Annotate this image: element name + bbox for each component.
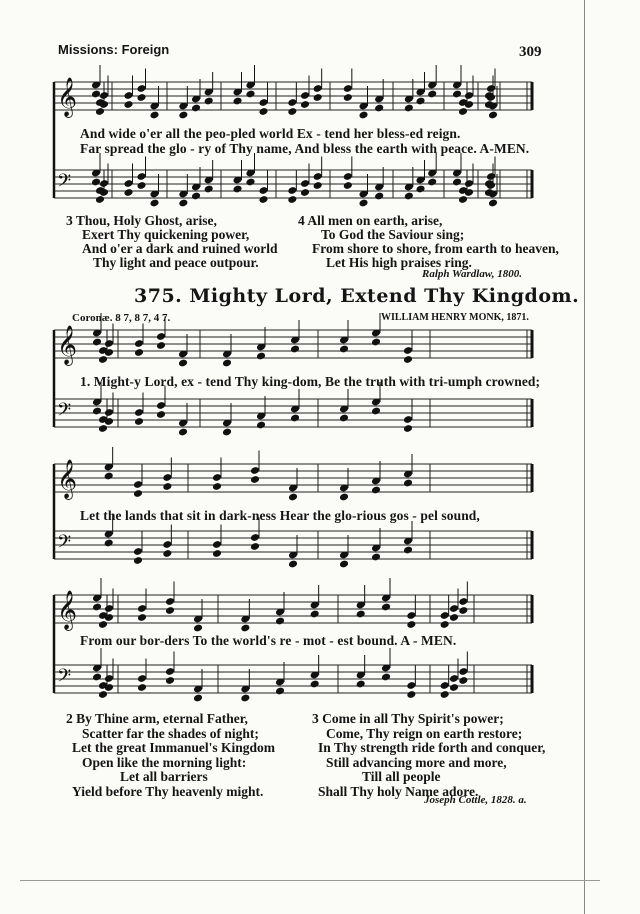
svg-text:𝄢: 𝄢	[57, 171, 72, 196]
prev-stanza-4: 4 All men on earth, arise, To God the Saviour sing; From shore to shore, from earth to heaven, Let His high praises ring.	[298, 213, 559, 270]
prev-stanza-3: 3 Thou, Holy Ghost, arise, Exert Thy quickening power, And o'er a dark and ruined world Thy light and peace outpour.	[66, 213, 278, 270]
section-header: Missions: Foreign	[58, 42, 170, 57]
tune-meter: Coronæ. 8 7, 8 7, 4 7.	[72, 312, 171, 324]
page-number: 309	[519, 44, 542, 60]
page-footer-rule	[20, 880, 600, 881]
lyric-line-1: 1. Might-y Lord, ex - tend Thy king-dom, Be the truth with tri-umph crowned;	[80, 374, 541, 389]
lyric-line-3: From our bor-ders To the world's re - mot - est bound. A - MEN.	[80, 633, 457, 648]
svg-text:𝄞: 𝄞	[57, 325, 78, 365]
svg-text:𝄢: 𝄢	[57, 400, 72, 425]
svg-text:𝄞: 𝄞	[57, 459, 78, 499]
svg-text:𝄞: 𝄞	[57, 590, 78, 630]
stanza-2: 2 By Thine arm, eternal Father, Scatter far the shades of night; Let the great Immanuel's Kingdom Open like the morning light: Let all barriers Yield before Thy heavenly might.	[66, 711, 275, 799]
author: Joseph Cottle, 1828. a.	[424, 794, 527, 806]
prev-author: Ralph Wardlaw, 1800.	[422, 268, 523, 280]
svg-text:𝄞: 𝄞	[57, 77, 78, 117]
prev-lyric-line-2: Far spread the glo - ry of Thy name, And bless the earth with peace. A-MEN.	[80, 141, 530, 156]
lyric-line-2: Let the lands that sit in dark-ness Hear the glo-rious gos - pel sound,	[80, 508, 480, 523]
hymn-title: 375. Mighty Lord, Extend Thy Kingdom.	[134, 285, 580, 307]
svg-text:𝄢: 𝄢	[57, 532, 72, 557]
stanza-3: 3 Come in all Thy Spirit's power; Come, Thy reign on earth restore; In Thy strength ride forth and conquer, Still advancing more and more, Till all people Shall Thy holy Name adore.	[312, 711, 546, 799]
prev-lyric-line-1: And wide o'er all the peo-pled world Ex - tend her bless-ed reign.	[80, 126, 461, 141]
composer: WILLIAM HENRY MONK, 1871.	[381, 312, 529, 323]
svg-text:𝄢: 𝄢	[57, 666, 72, 691]
